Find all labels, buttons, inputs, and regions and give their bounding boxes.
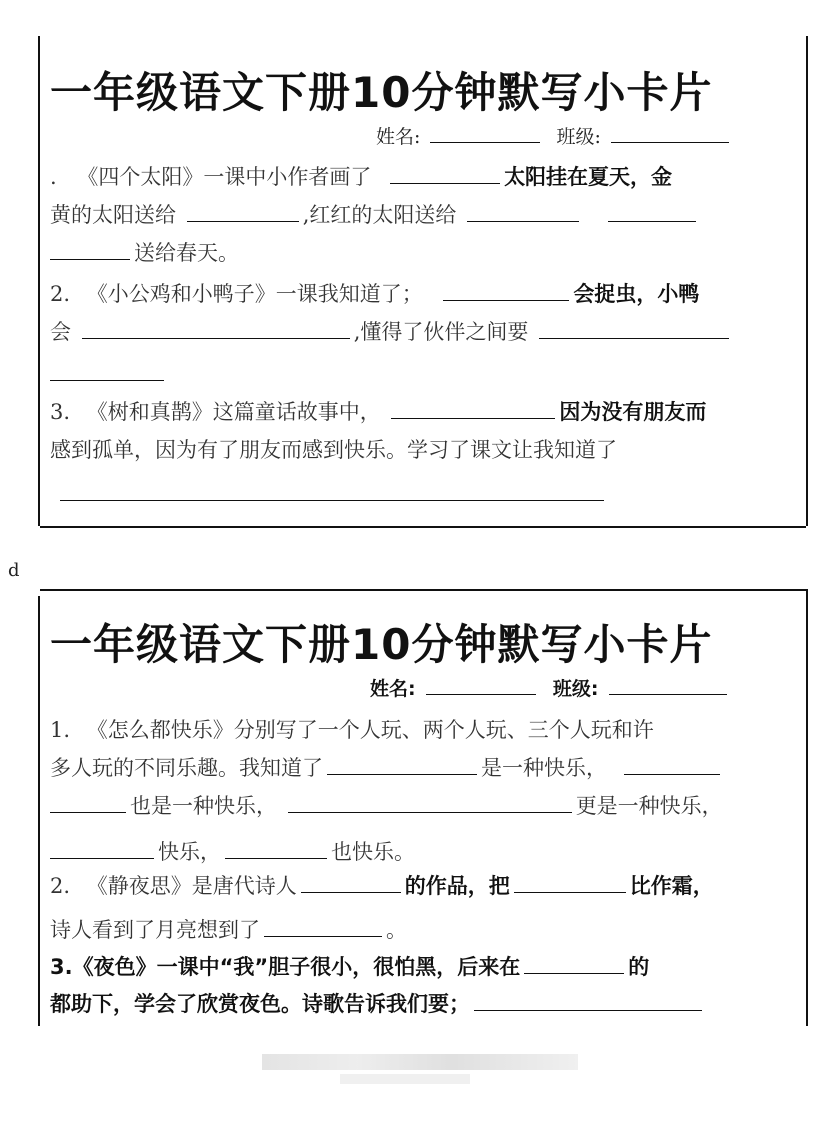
- card2-q1-line2: [50, 754, 724, 782]
- card1-q2-blank1[interactable]: [443, 299, 569, 301]
- card1-q3-text-c: 感到孤单，因为有了朋友而感到快乐。学习了课文让我知道了: [50, 438, 617, 462]
- card2-q1-text-b: 多人玩的不同乐趣。我知道了: [50, 756, 323, 780]
- card1-q2-blank2[interactable]: [82, 337, 350, 339]
- card2-q3-blank2[interactable]: [474, 1009, 702, 1011]
- card1-class-label: 班级:: [556, 126, 601, 148]
- card2-q1-text-e: 更是一种快乐，: [575, 794, 723, 818]
- card1-q1-line2: [50, 201, 700, 229]
- card1-q1-blank2[interactable]: [187, 220, 299, 222]
- card1-q2-text-c: 会: [50, 320, 71, 344]
- card2-q2-text-a: 《静夜思》是唐代诗人: [86, 874, 297, 898]
- card1-q3-number: 3.: [50, 400, 71, 424]
- card2-title: 一年级语文下册10分钟默写小卡片: [50, 620, 713, 669]
- card1-q1-text-e: 送给春天。: [134, 241, 239, 265]
- card1-q1-blank5[interactable]: [50, 258, 130, 260]
- card1-q3-blank2[interactable]: [60, 499, 604, 501]
- card2-q1-text-a: 《怎么都快乐》分别写了一个人玩、两个人玩、三个人玩和许: [86, 718, 654, 742]
- card1-q1-blank3[interactable]: [467, 220, 579, 222]
- card2-q2-line1: [50, 872, 714, 900]
- card1-q1-blank4[interactable]: [608, 220, 696, 222]
- card1-q2-blank3[interactable]: [539, 337, 729, 339]
- card2-top-border: [40, 589, 806, 591]
- card1-q3-blank1[interactable]: [391, 417, 555, 419]
- card1-q1-line1: [50, 163, 672, 191]
- card1-q2-text-d: ,懂得了伙伴之间要: [353, 320, 529, 344]
- card2-q1-line1: [50, 716, 654, 744]
- card2-q3-line1: [50, 953, 649, 981]
- card1-q1-bold-text: 太阳挂在夏天，金: [504, 165, 673, 189]
- card1-q1-text-d: ,红红的太阳送给: [302, 203, 457, 227]
- card1-q2-line3: [50, 360, 168, 388]
- card2-q1-blank5[interactable]: [50, 857, 154, 859]
- card2-name-label: 姓名:: [370, 678, 416, 700]
- card2-q1-blank6[interactable]: [225, 857, 327, 859]
- card2-left-border: [38, 596, 40, 1026]
- card2-q1-text-g: 也快乐。: [331, 840, 415, 864]
- card1-q1-prefix: .: [50, 165, 57, 189]
- blurred-footer-sub: [340, 1074, 470, 1084]
- card1-student-info: [376, 122, 733, 149]
- card1-q2-line2: [50, 318, 733, 346]
- card1-name-label: 姓名:: [376, 126, 421, 148]
- card1-q1-blank1[interactable]: [390, 182, 500, 184]
- card2-q3-text-b: 的: [628, 955, 650, 979]
- card2-q2-bold-text-c: 比作霜，: [629, 874, 714, 898]
- card2-q2-text-d: 诗人看到了月亮想到了: [50, 918, 260, 942]
- card2-q2-text-e: 。: [386, 918, 407, 942]
- card1-q2-text-a: 《小公鸡和小鸭子》一课我知道了；: [86, 282, 423, 306]
- separator-mark: d: [8, 560, 20, 581]
- card2-q1-blank3[interactable]: [50, 811, 126, 813]
- card1-name-blank[interactable]: [430, 141, 540, 143]
- card2-q1-text-d: 也是一种快乐，: [130, 794, 277, 818]
- card2-q1-blank1[interactable]: [327, 773, 477, 775]
- card2-q1-blank2[interactable]: [624, 773, 720, 775]
- blurred-footer: [262, 1054, 578, 1070]
- card1-right-border: [806, 36, 808, 526]
- card2-q3-line2: [50, 990, 706, 1018]
- card2-q3-text-c: 都助下，学会了欣赏夜色。诗歌告诉我们要；: [50, 992, 470, 1016]
- card2-q1-line3: [50, 792, 723, 820]
- card1-title: 一年级语文下册10分钟默写小卡片: [50, 68, 713, 117]
- card1-q3-line2: [50, 436, 617, 464]
- card2-q2-bold-text-b: 的作品，把: [404, 874, 510, 898]
- card2-q3-text-a: 3.《夜色》一课中“我”胆子很小，很怕黑，后来在: [50, 955, 521, 979]
- card2-q2-blank2[interactable]: [514, 891, 626, 893]
- card2-name-blank[interactable]: [426, 693, 536, 695]
- card1-q2-bold-text: 会捉虫，小鸭: [573, 282, 700, 306]
- card2-class-blank[interactable]: [609, 693, 727, 695]
- card1-left-border: [38, 36, 40, 526]
- card2-class-label: 班级:: [552, 678, 599, 700]
- card1-q3-line3: [50, 480, 608, 508]
- card1-q2-number: 2.: [50, 282, 71, 306]
- card2-q1-number: 1.: [50, 718, 71, 742]
- card1-q1-text: 《四个太阳》一课中小作者画了: [77, 165, 372, 189]
- card2-q2-blank3[interactable]: [264, 935, 382, 937]
- card1-q2-blank4[interactable]: [50, 379, 164, 381]
- card1-q3-text-a: 《树和真鹊》这篇童话故事中，: [86, 400, 381, 424]
- card2-student-info: [370, 674, 731, 701]
- card1-q3-bold-text: 因为没有朋友而: [559, 400, 707, 424]
- card2-q2-number: 2.: [50, 874, 71, 898]
- card1-q1-line3: [50, 239, 239, 267]
- card2-q1-text-f: 快乐，: [158, 840, 221, 864]
- card1-bottom-border: [40, 526, 806, 528]
- card2-q1-text-c: 是一种快乐，: [481, 756, 607, 780]
- card2-q1-blank4[interactable]: [288, 811, 572, 813]
- card1-q3-line1: [50, 398, 706, 426]
- card2-q2-line2: [50, 916, 407, 944]
- card2-q2-blank1[interactable]: [301, 891, 401, 893]
- card2-right-border: [806, 589, 808, 1026]
- card2-q3-blank1[interactable]: [524, 972, 624, 974]
- card1-q1-text-c: 黄的太阳送给: [50, 203, 176, 227]
- card2-q1-line4: [50, 838, 415, 866]
- card1-class-blank[interactable]: [611, 141, 729, 143]
- card2-q2-line1: [50, 280, 699, 308]
